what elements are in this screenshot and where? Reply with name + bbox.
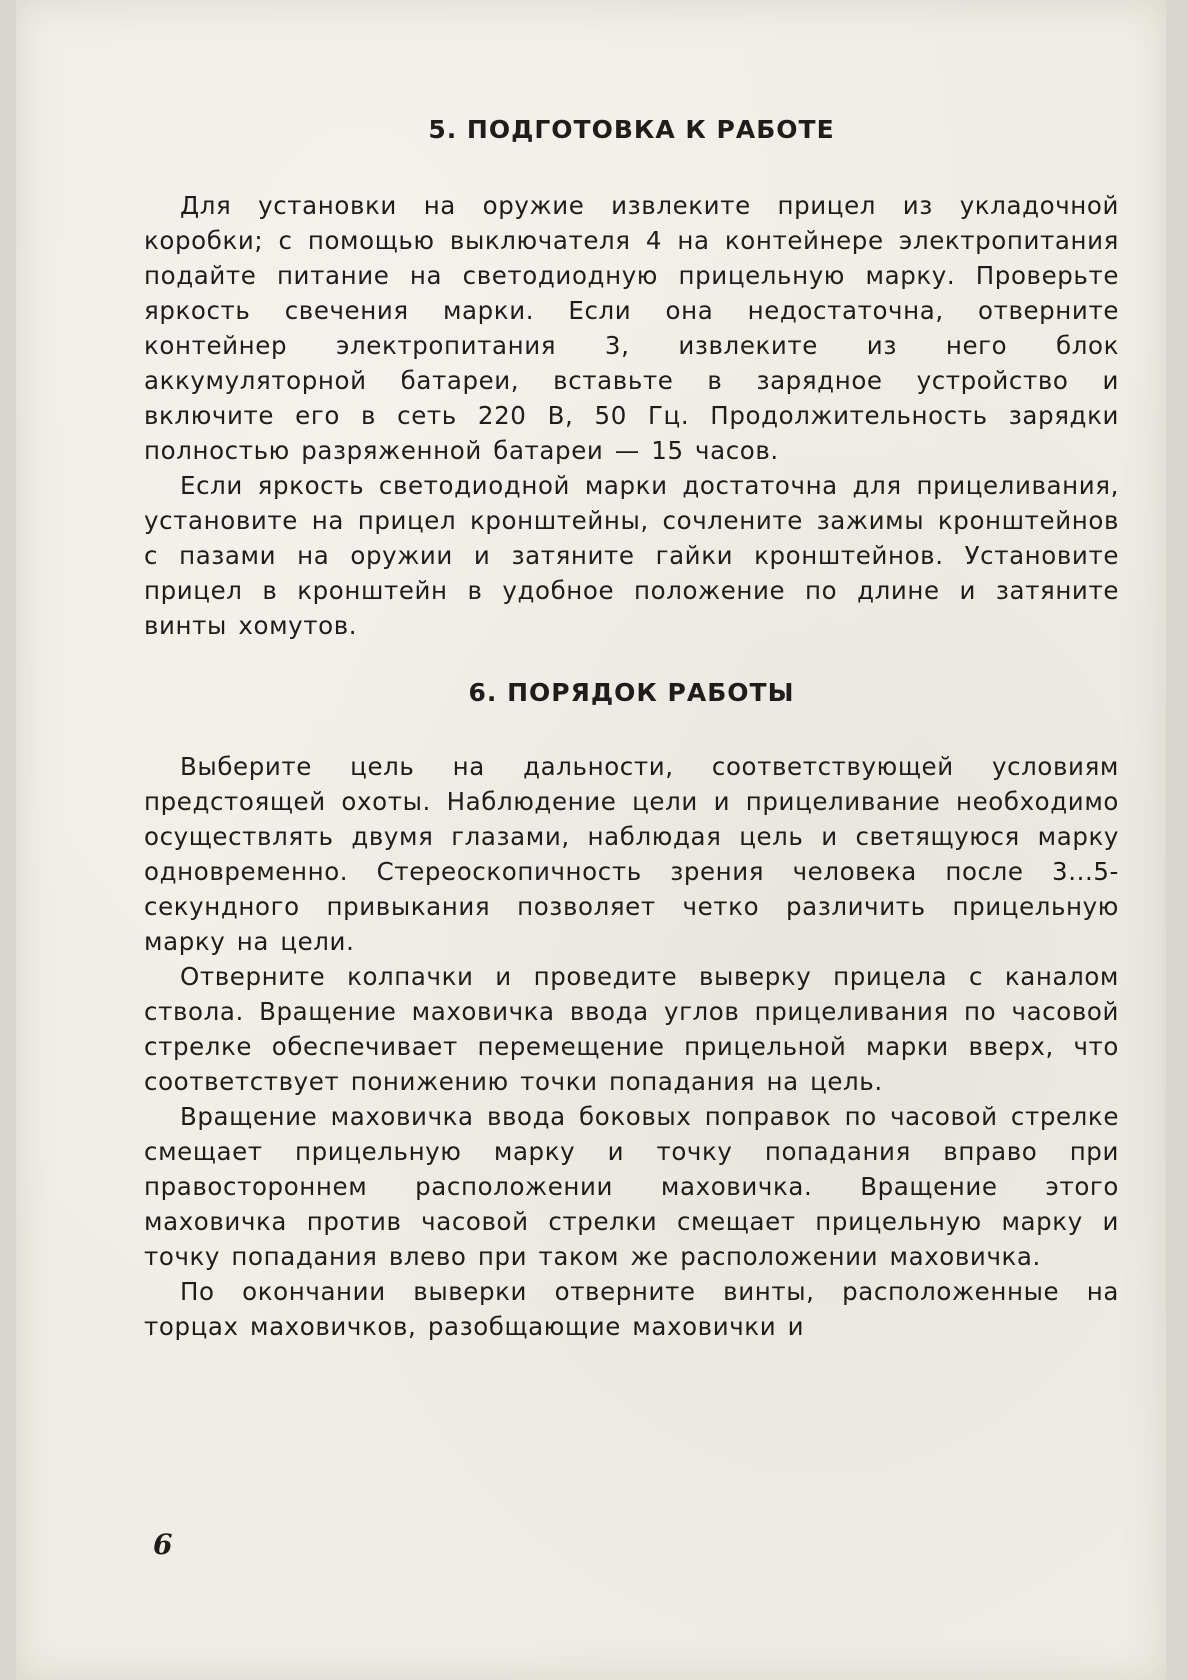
section-6-paragraph-1: Выберите цель на дальности, соответствующей условиям предстоящей охоты. Наблюдение цели и прицеливание необходимо осуществлять двумя глазами, наблюдая цель и светящуюся марку одновременно. Стереоскопичность зрения человека после 3...5-секундного привыкания позволяет четко различить прицельную марку на цели. xyxy=(144,752,1119,956)
page-content xyxy=(144,110,1119,1344)
section-5-paragraph-2: Если яркость светодиодной марки достаточна для прицеливания, установите на прицел кронштейны, сочлените зажимы кронштейнов с пазами на оружии и затяните гайки кронштейнов. Установите прицел в кронштейн в удобное положение по длине и затяните винты хомутов. xyxy=(144,471,1119,640)
section-6-paragraph-3: Вращение маховичка ввода боковых поправок по часовой стрелке смещает прицельную марку и точку попадания вправо при правостороннем расположении маховичка. Вращение этого маховичка против часовой стрелки смещает прицельную марку и точку попадания влево при таком же расположении маховичка. xyxy=(144,1102,1119,1271)
section-6-paragraph-4: По окончании выверки отверните винты, расположенные на торцах маховичков, разобщающие маховички и xyxy=(144,1277,1119,1341)
section-5-title: 5. ПОДГОТОВКА К РАБОТЕ xyxy=(428,115,835,144)
section-5-paragraph-1: Для установки на оружие извлеките прицел из укладочной коробки; с помощью выключателя 4 на контейнере электропитания подайте питание на светодиодную прицельную марку. Проверьте яркость свечения марки. Если она недостаточна, отверните контейнер электропитания 3, извлеките из него блок аккумуляторной батареи, вставьте в зарядное устройство и включите его в сеть 220 В, 50 Гц. Продолжительность зарядки полностью разряженной батареи — 15 часов. xyxy=(144,191,1119,465)
page-number: 6 xyxy=(153,1528,173,1561)
section-6-title: 6. ПОРЯДОК РАБОТЫ xyxy=(468,678,795,707)
section-6-paragraph-2: Отверните колпачки и проведите выверку прицела с каналом ствола. Вращение маховичка ввода углов прицеливания по часовой стрелке обеспечивает перемещение прицельной марки вверх, что соответствует понижению точки попадания на цель. xyxy=(144,962,1119,1096)
document-page xyxy=(16,0,1166,1680)
